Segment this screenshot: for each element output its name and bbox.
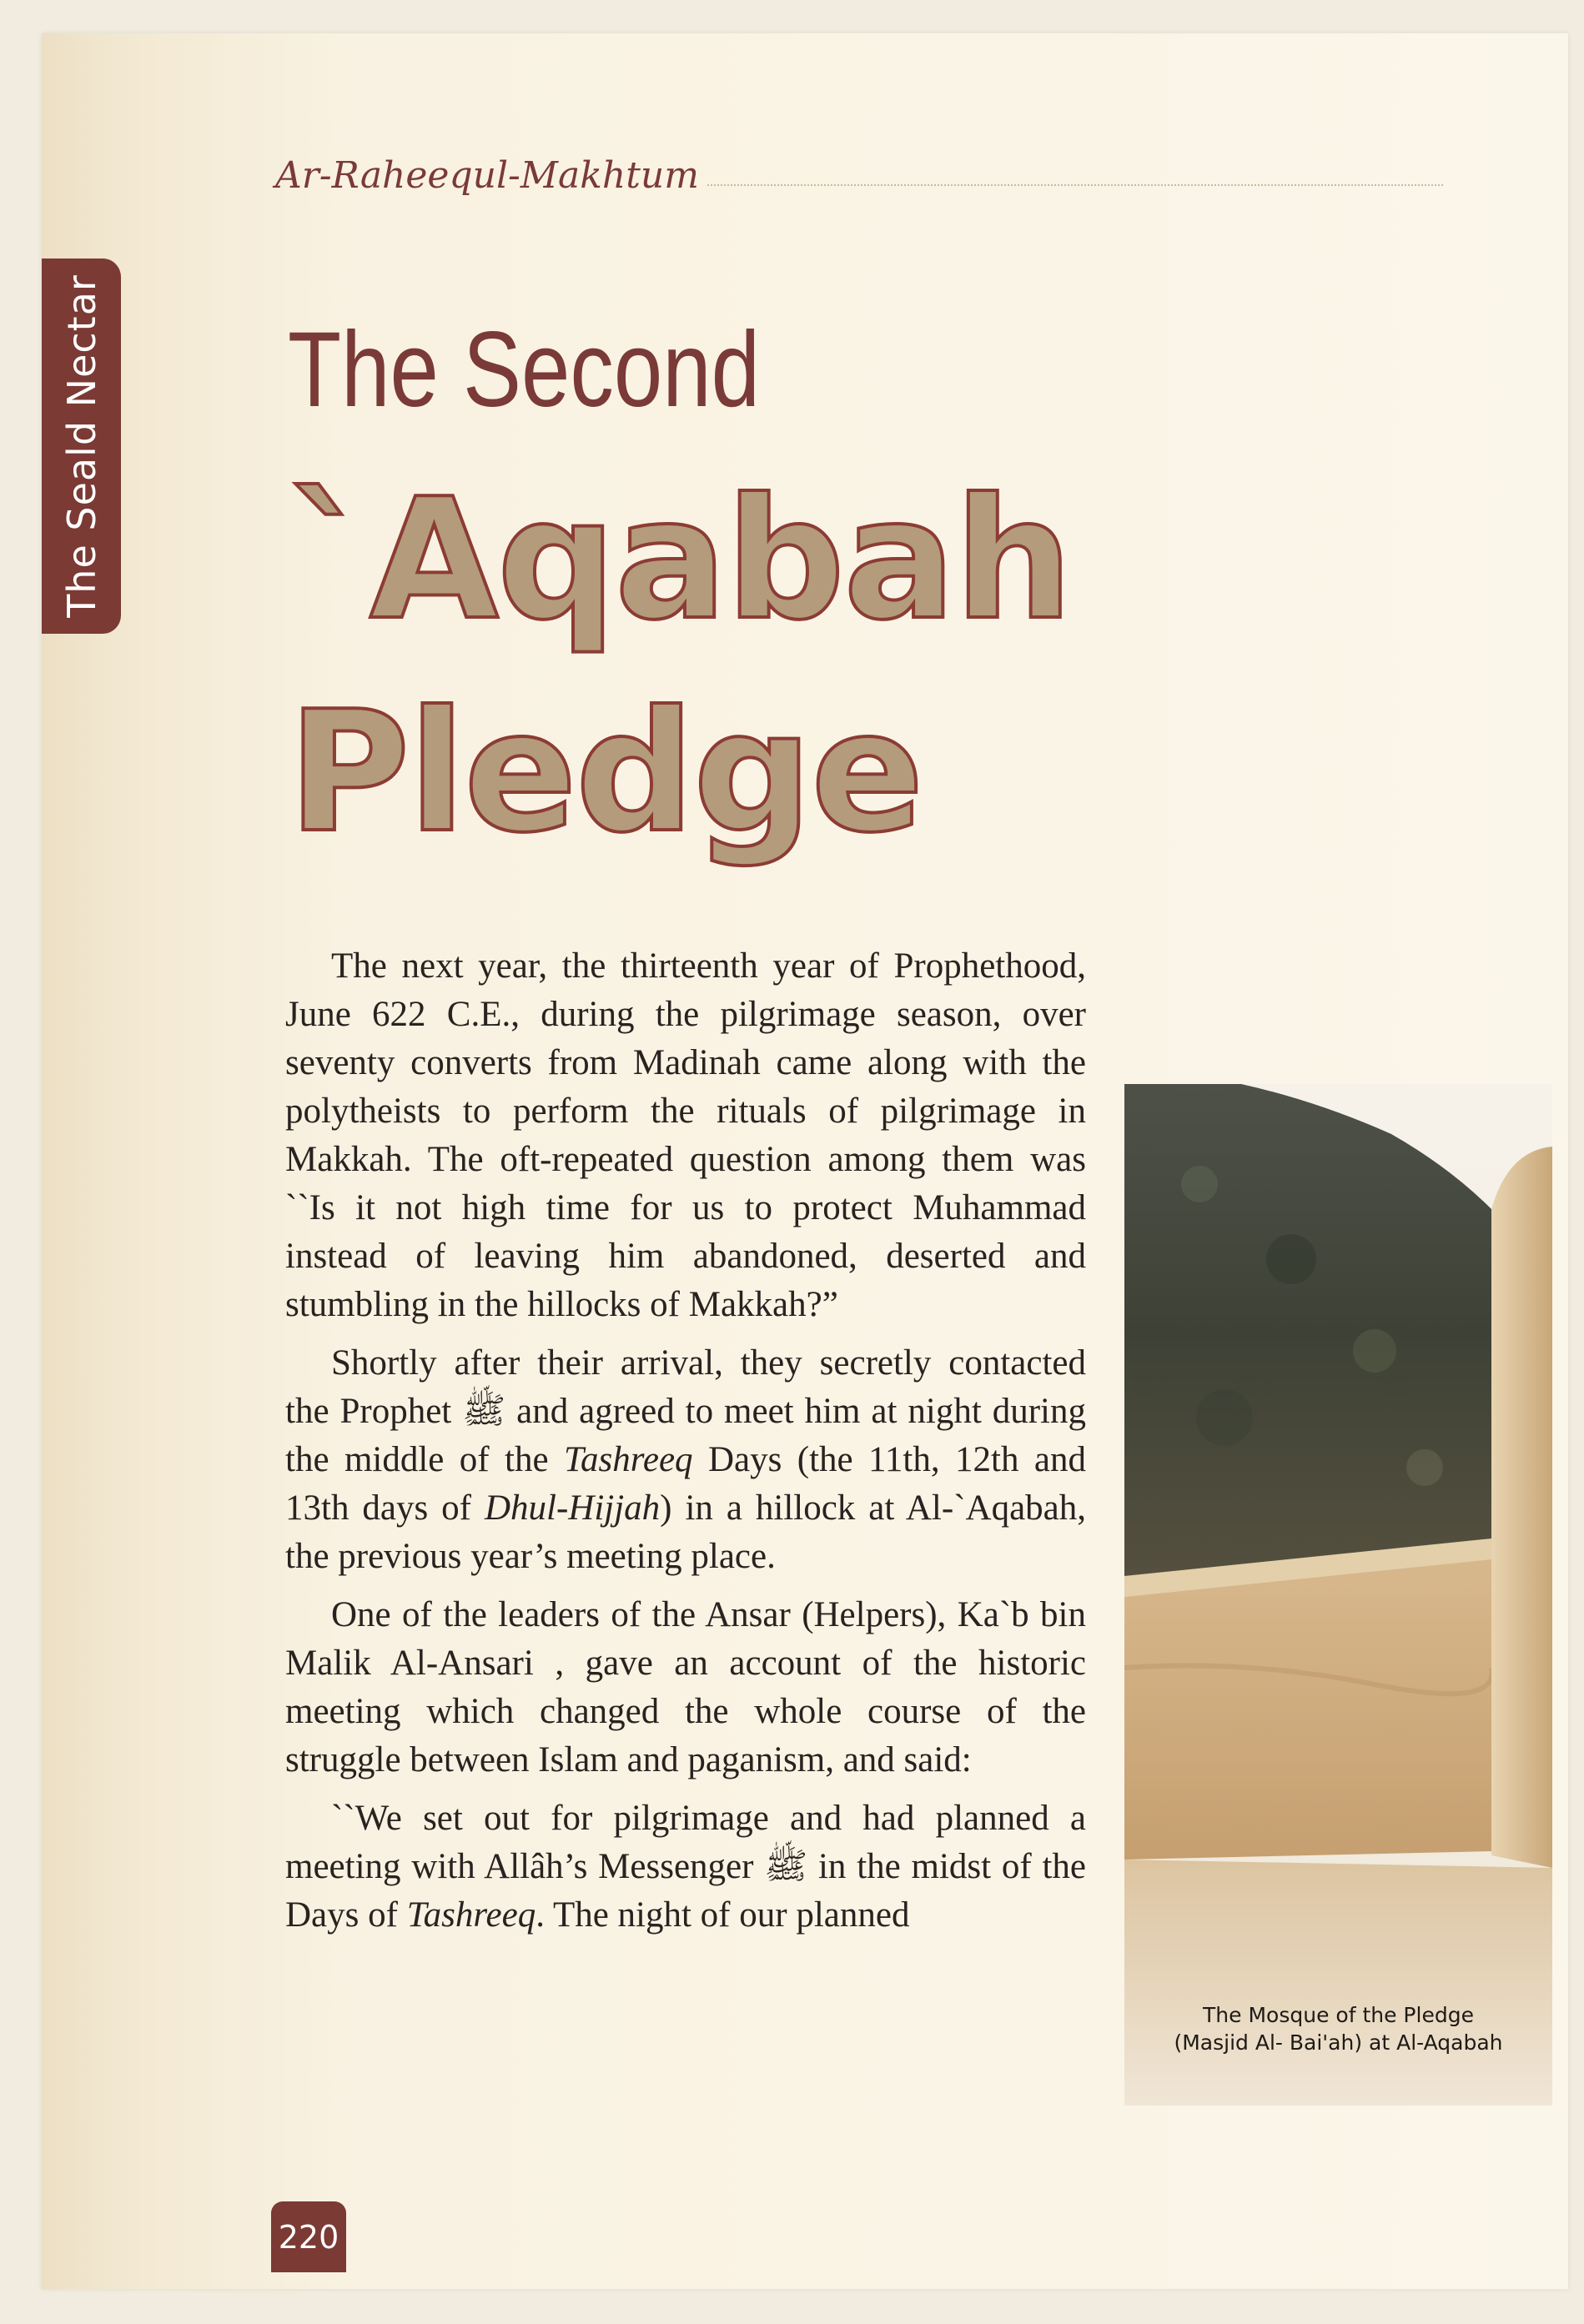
paragraph-4-italic: Tashreeq xyxy=(406,1895,536,1935)
paragraph-2-italic: Tashreeq xyxy=(564,1440,693,1479)
paragraph-2-text: ) in a hillock at Al-`Aqabah, the previous year’s meeting place. xyxy=(285,1488,1086,1576)
header-dotted-rule xyxy=(707,184,1443,186)
chapter-title-line-2: `Aqabah xyxy=(288,463,1072,657)
chapter-title-line-3: Pledge xyxy=(288,675,923,870)
honorific-symbol: ﷺ xyxy=(764,1847,808,1886)
paragraph-4-text: in the midst of the Days of xyxy=(285,1847,1087,1935)
paragraph-2-text: Days (the 11th, 12th and 13th days of xyxy=(285,1440,1087,1528)
paragraph-2-text: Shortly after their arrival, they secretly contacted the Prophet xyxy=(285,1343,1086,1431)
paragraph-1: The next year, the thirteenth year of Prophethood, June 622 C.E., during the pilgrimage season, over seventy converts from Madinah came along with the polytheists to perform the rituals of pilgrimage in Makkah. The oft-repeated question among them was ``Is it not high time for us to protect Muhammad instead of leaving him abandoned, deserted and stumbling in the hillocks of Makkah?” xyxy=(285,946,1086,1324)
photo-caption xyxy=(1124,2001,1552,2056)
caption-line-1: The Mosque of the Pledge xyxy=(1203,2003,1474,2027)
book-title: Ar-Raheequl-Makhtum xyxy=(275,153,699,197)
body-text xyxy=(285,942,1086,1950)
honorific-symbol: ﷺ xyxy=(462,1392,506,1431)
paragraph-3: One of the leaders of the Ansar (Helpers), Ka`b bin Malik Al-Ansari , gave an account of the historic meeting which changed the whole course of the struggle between Islam and paganism, and said: xyxy=(285,1595,1086,1779)
page-number: 220 xyxy=(271,2201,346,2272)
paragraph-2-text: and agreed to meet him at night during the middle of the xyxy=(285,1392,1086,1479)
mosque-photo xyxy=(1124,1084,1552,2106)
paragraph-4 xyxy=(285,1794,1086,1940)
paragraph-4-text: . The night of our planned xyxy=(536,1895,910,1935)
paragraph-2-italic: Dhul-Hijjah xyxy=(484,1488,661,1528)
paragraph-4-text: ``We set out for pilgrimage and had planned a meeting with Allâh’s Messenger xyxy=(285,1799,1086,1886)
side-tab xyxy=(42,259,121,634)
side-tab-label: The Seald Nectar xyxy=(58,274,104,618)
chapter-title-line-1: The Second xyxy=(288,310,761,429)
paragraph-2 xyxy=(285,1339,1086,1581)
running-header xyxy=(275,150,1443,200)
caption-line-2: (Masjid Al- Bai'ah) at Al-Aqabah xyxy=(1174,2030,1503,2055)
